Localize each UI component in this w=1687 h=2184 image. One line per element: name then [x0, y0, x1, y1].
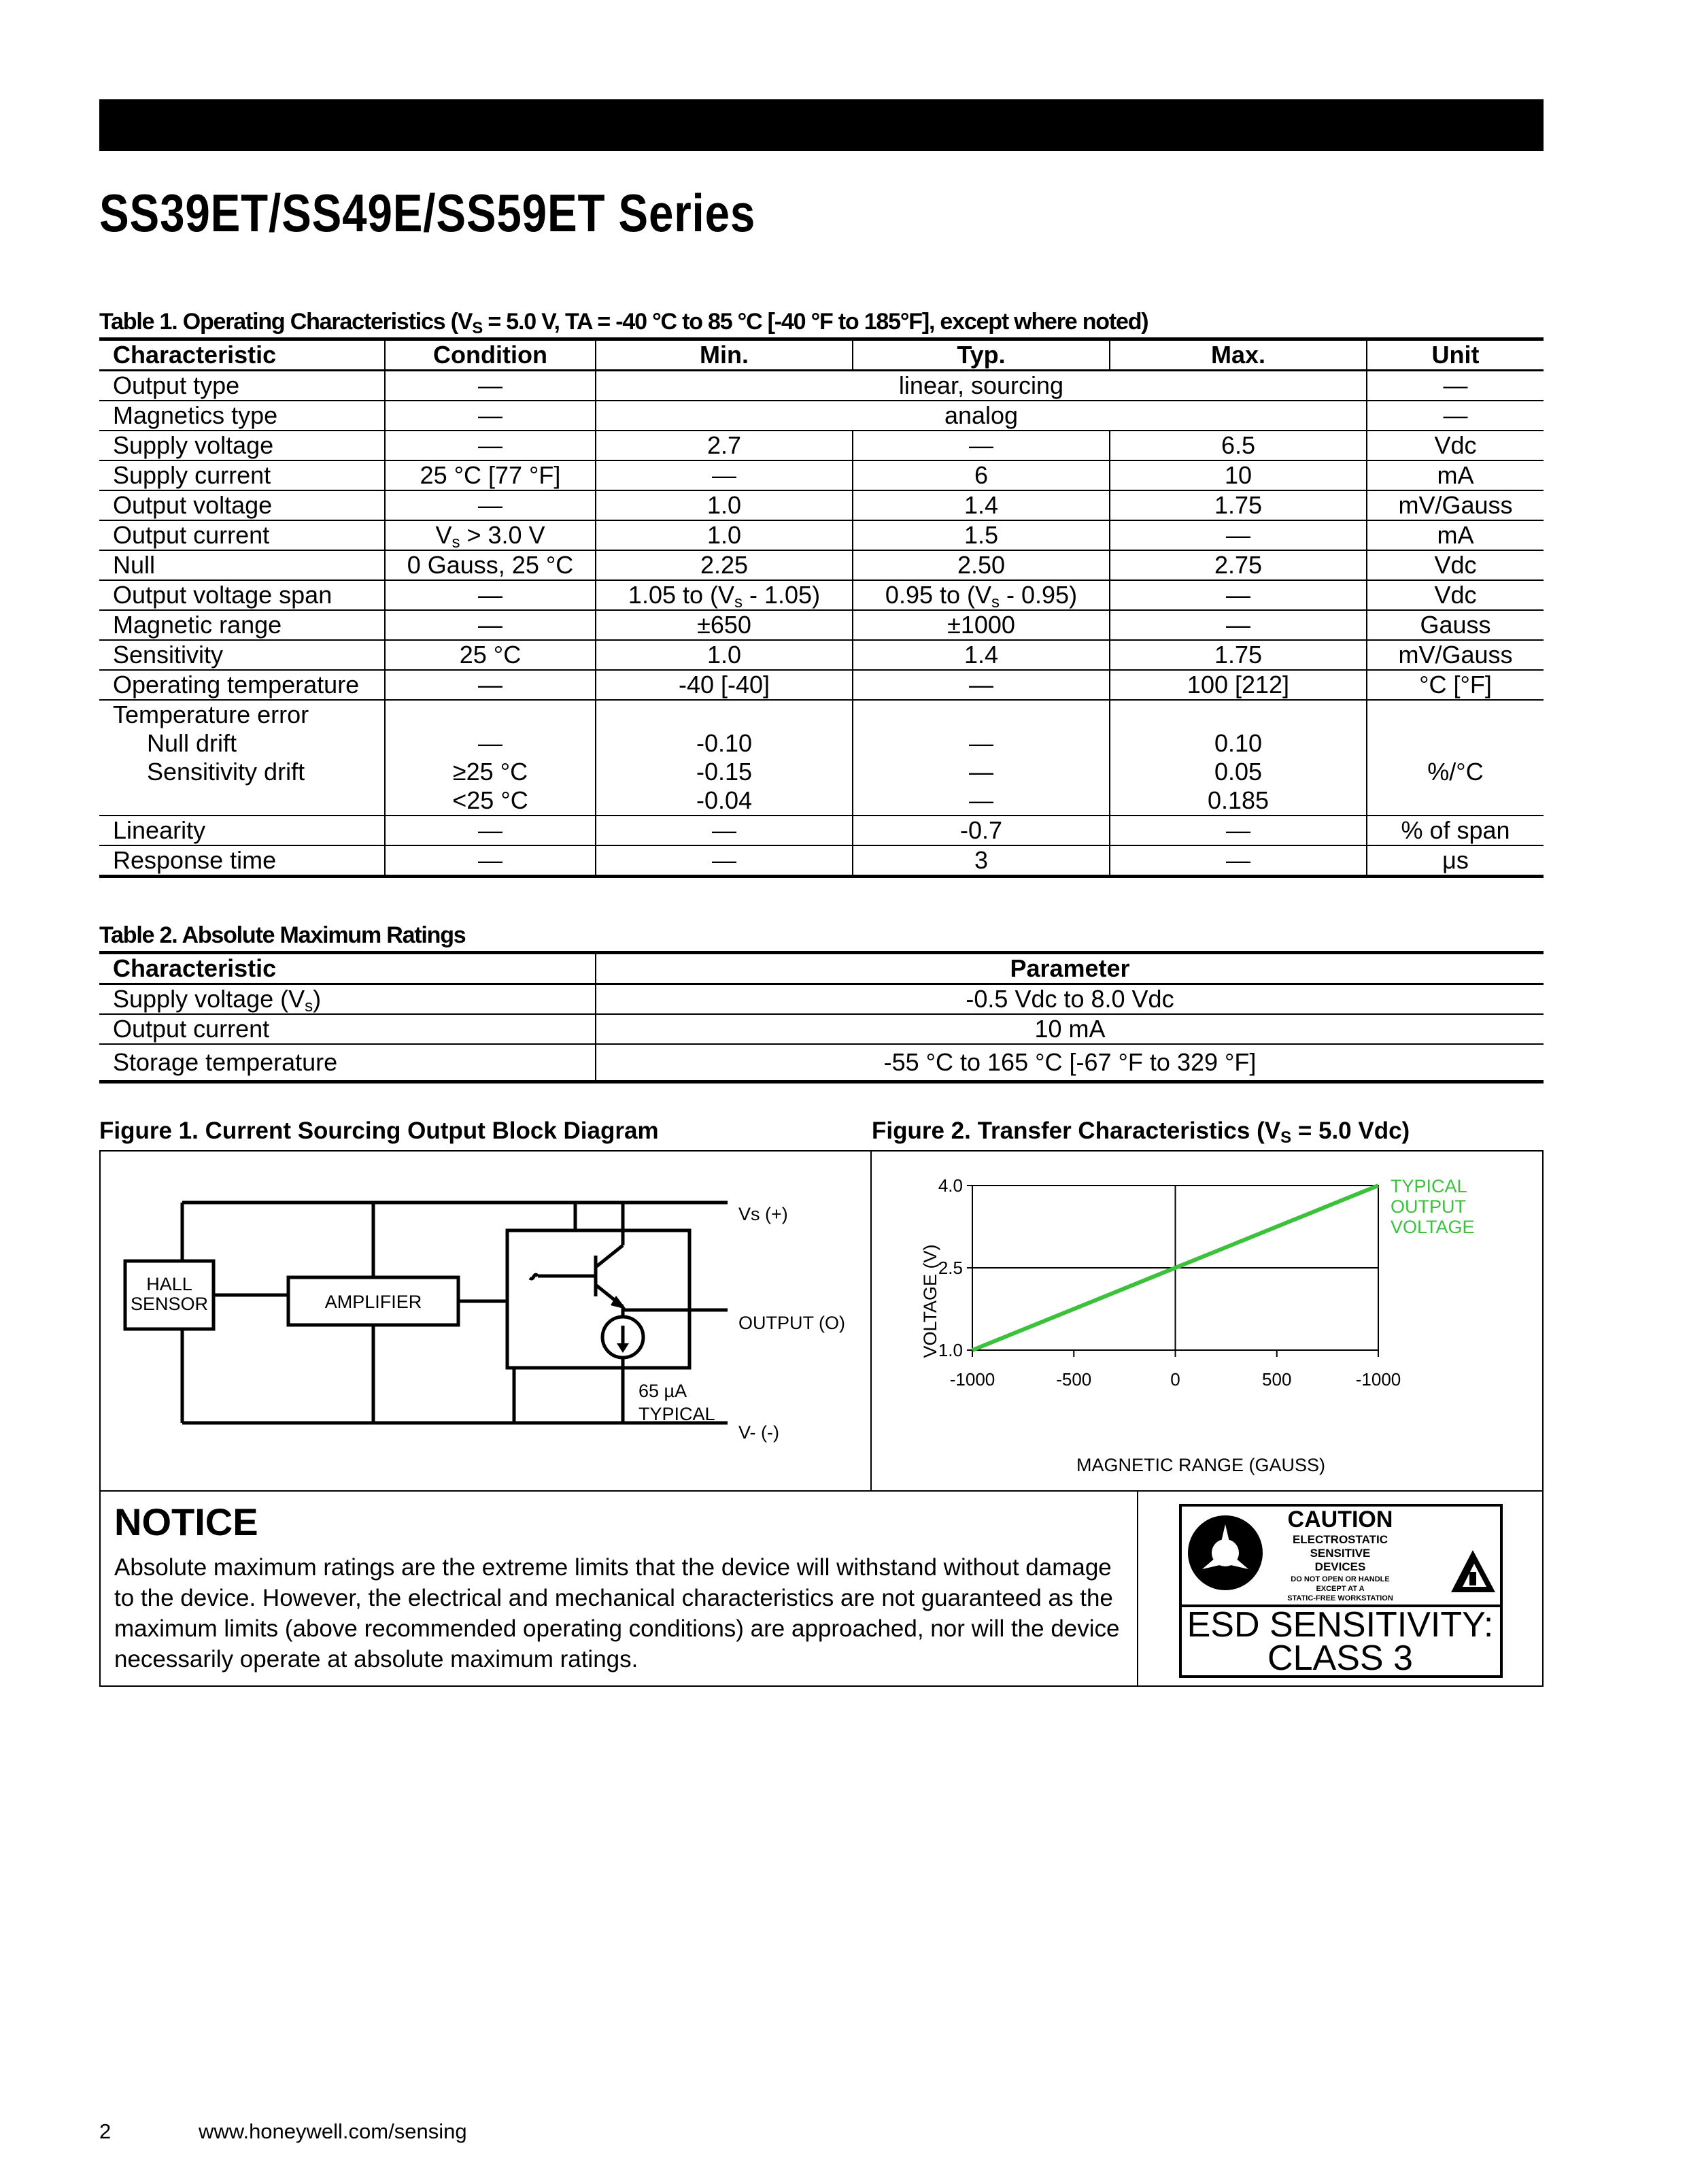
temp-typ-value: — [969, 786, 993, 814]
esd-class-text: CLASS 3 [1267, 1639, 1413, 1678]
cell-unit: °C [°F] [1367, 670, 1544, 700]
cell-merged-value: linear, sourcing [596, 371, 1367, 401]
series-label: VOLTAGE [1391, 1217, 1475, 1237]
esd-line: ELECTROSTATIC [1292, 1533, 1388, 1546]
cell-condition: — [385, 371, 596, 401]
cell-max: 1.75 [1110, 640, 1367, 670]
cell-max: — [1110, 520, 1367, 550]
cell-unit: mA [1367, 520, 1544, 550]
table-row [99, 401, 1544, 431]
cell-characteristic: Supply voltage $(V_s)$ [99, 984, 596, 1015]
series-label: OUTPUT [1391, 1196, 1466, 1217]
notice-text: Absolute maximum ratings are the extreme limits that the device will withstand without damage to the device. However, the electrical and mechanical characteristics are not guaranteed as the maximum limits (above recommended operating conditions) are approached, nor will the device necessarily operate at absolute maximum ratings. [114, 1554, 1120, 1673]
cell-max: — [1110, 816, 1367, 845]
cell-max: 10 [1110, 460, 1367, 490]
y-tick-label: 4.0 [938, 1175, 963, 1196]
cell-characteristic: Supply voltage [99, 431, 385, 460]
cell-characteristic: Storage temperature [99, 1044, 596, 1082]
x-tick-label: 500 [1262, 1369, 1292, 1390]
cell-unit: Vdc [1367, 431, 1544, 460]
temp-min-value: -0.10 [696, 729, 753, 757]
cell-min: 1.0 [596, 490, 853, 520]
x-tick-label: 0 [1170, 1369, 1180, 1390]
cell-unit: mV/Gauss [1367, 490, 1544, 520]
cell-characteristic: Operating temperature [99, 670, 385, 700]
esd-symbol-icon [1188, 1515, 1263, 1590]
esd-line: DEVICES [1314, 1560, 1366, 1573]
header-bar [99, 99, 1544, 151]
cell-max [1110, 700, 1367, 816]
output-stage-box [507, 1230, 689, 1368]
cell-characteristic: Magnetics type [99, 401, 385, 431]
transfer-characteristics-chart [872, 1150, 1542, 1490]
cell-characteristic: Output voltage [99, 490, 385, 520]
temp-max-value: 0.10 [1214, 729, 1263, 757]
cell-min: 1.0 [596, 520, 853, 550]
page-number: 2 [99, 2119, 112, 2143]
table-row [99, 431, 1544, 460]
cell-unit: mV/Gauss [1367, 640, 1544, 670]
table-row [99, 550, 1544, 580]
col-header-unit: Unit [1367, 339, 1544, 371]
cell-condition: — [385, 401, 596, 431]
cell-characteristic: Magnetic range [99, 610, 385, 640]
col-header-characteristic: Characteristic [99, 339, 385, 371]
absolute-maximum-ratings-table [99, 951, 1544, 1083]
cell-characteristic: Response time [99, 845, 385, 877]
figure2-caption: Figure 2. Transfer Characteristics ($V_S = 5.0$ Vdc) [872, 1118, 1410, 1147]
notice-title: NOTICE [114, 1500, 258, 1543]
cell-min: 1.0 [596, 640, 853, 670]
table-row [99, 1044, 1544, 1082]
cell-typ: 1.4 [853, 640, 1110, 670]
cell-condition: $V_s > 3.0$ V [385, 520, 596, 550]
cell-typ: — [853, 670, 1110, 700]
cell-unit: mA [1367, 460, 1544, 490]
cell-min: — [596, 845, 853, 877]
cell-condition: — [385, 610, 596, 640]
cell-condition [385, 700, 596, 816]
hall-label-1: HALL [146, 1274, 192, 1294]
col-header-min: Min. [596, 339, 853, 371]
amplifier-label: AMPLIFIER [324, 1292, 422, 1312]
table-row [99, 580, 1544, 610]
esd-line: SENSITIVE [1310, 1547, 1371, 1560]
col-header-characteristic: Characteristic [99, 953, 596, 984]
cell-min: 1.05 to $(V_s - 1.05)$ [596, 580, 853, 610]
series-label: TYPICAL [1391, 1176, 1467, 1196]
figure1-caption: Figure 1. Current Sourcing Output Block Diagram [99, 1118, 659, 1144]
cell-condition: 0 Gauss, 25 °C [385, 550, 596, 580]
cell-parameter: -55 °C to 165 °C [-67 °F to 329 °F] [596, 1044, 1544, 1082]
esd-line: EXCEPT AT A [1316, 1585, 1365, 1593]
x-tick-label: -500 [1056, 1369, 1092, 1390]
cell-condition: — [385, 580, 596, 610]
y-axis-label: VOLTAGE (V) [920, 1244, 940, 1358]
cell-condition: — [385, 431, 596, 460]
cell-max: — [1110, 580, 1367, 610]
footer-url: www.honeywell.com/sensing [199, 2119, 467, 2143]
cell-characteristic [99, 700, 385, 816]
cell-typ: 0.95 to $(V_s - 0.95)$ [853, 580, 1110, 610]
cell-characteristic: Null [99, 550, 385, 580]
hall-label-2: SENSOR [130, 1294, 209, 1314]
cell-typ: 1.5 [853, 520, 1110, 550]
temp-typ-value: — [969, 758, 993, 786]
cell-unit: μs [1367, 845, 1544, 877]
cell-unit: — [1367, 371, 1544, 401]
block-diagram [99, 1150, 870, 1492]
cell-unit: — [1367, 401, 1544, 431]
cell-min [596, 700, 853, 816]
temp-cond-value: — [478, 729, 502, 757]
cell-characteristic: Sensitivity [99, 640, 385, 670]
cell-typ: 1.4 [853, 490, 1110, 520]
cell-unit [1367, 700, 1544, 816]
temp-min-value: -0.04 [696, 786, 753, 814]
cell-condition: — [385, 670, 596, 700]
table-row [99, 670, 1544, 700]
cell-typ: 2.50 [853, 550, 1110, 580]
cell-unit: Vdc [1367, 550, 1544, 580]
cell-max: 6.5 [1110, 431, 1367, 460]
vminus-label: V- (-) [738, 1422, 779, 1443]
temp-max-value: 0.05 [1214, 758, 1263, 786]
cell-condition: 25 °C [385, 640, 596, 670]
cell-min: ±650 [596, 610, 853, 640]
temp-error-label: Temperature error [113, 701, 309, 728]
temp-min-value: -0.15 [696, 758, 753, 786]
page-title: SS39ET/SS49E/SS59ET Series [99, 183, 756, 243]
cell-min: -40 [-40] [596, 670, 853, 700]
table-row [99, 640, 1544, 670]
cell-condition: 25 °C [77 °F] [385, 460, 596, 490]
table-row [99, 520, 1544, 550]
cell-max: 100 [212] [1110, 670, 1367, 700]
cell-parameter: 10 mA [596, 1014, 1544, 1044]
cell-typ: 3 [853, 845, 1110, 877]
cell-characteristic: Supply current [99, 460, 385, 490]
cell-unit: % of span [1367, 816, 1544, 845]
y-tick-label: 1.0 [938, 1340, 963, 1360]
table-header-row [99, 953, 1544, 984]
notice-divider [1137, 1492, 1138, 1687]
temp-max-value: 0.185 [1207, 786, 1269, 814]
col-header-typ: Typ. [853, 339, 1110, 371]
col-header-max: Max. [1110, 339, 1367, 371]
cell-characteristic: Output current [99, 1014, 596, 1044]
cell-max: 1.75 [1110, 490, 1367, 520]
current-label-2: TYPICAL [638, 1404, 715, 1424]
operating-characteristics-table [99, 337, 1544, 878]
esd-line: DO NOT OPEN OR HANDLE [1291, 1575, 1390, 1583]
cell-characteristic: Output type [99, 371, 385, 401]
table2-caption: Table 2. Absolute Maximum Ratings [99, 922, 466, 948]
col-header-parameter: Parameter [596, 953, 1544, 984]
cell-typ: 6 [853, 460, 1110, 490]
table-row [99, 490, 1544, 520]
x-tick-label: -1000 [949, 1369, 995, 1390]
vs-label: Vs (+) [738, 1204, 788, 1224]
cell-typ [853, 700, 1110, 816]
cell-condition: — [385, 816, 596, 845]
table1-caption: Table 1. Operating Characteristics ($V_S = 5.0$ V, TA = -40 °C to 85 °C [-40 °F to 185°F], except where noted) [99, 309, 1148, 337]
output-label: OUTPUT (O) [738, 1313, 845, 1333]
cell-max: — [1110, 845, 1367, 877]
esd-caution-label [1179, 1504, 1503, 1678]
cell-merged-value: analog [596, 401, 1367, 431]
x-tick-label: -1000 [1355, 1369, 1401, 1390]
cell-parameter: -0.5 Vdc to 8.0 Vdc [596, 984, 1544, 1015]
col-header-condition: Condition [385, 339, 596, 371]
cell-min: 2.7 [596, 431, 853, 460]
temp-typ-value: — [969, 729, 993, 757]
esd-caution-text: CAUTION [1287, 1507, 1393, 1532]
table-row-temperature-error [99, 700, 1544, 816]
table-row [99, 816, 1544, 845]
esd-sensitivity-text: ESD SENSITIVITY: [1187, 1605, 1494, 1645]
table-row [99, 984, 1544, 1015]
cell-condition: — [385, 490, 596, 520]
cell-typ: ±1000 [853, 610, 1110, 640]
table-row [99, 371, 1544, 401]
table-row [99, 1014, 1544, 1044]
cell-typ: — [853, 431, 1110, 460]
current-label-1: 65 µA [638, 1381, 687, 1401]
temp-unit-value: %/°C [1427, 758, 1484, 786]
cell-condition: — [385, 845, 596, 877]
cell-unit: Gauss [1367, 610, 1544, 640]
table-header-row [99, 339, 1544, 371]
cell-max: — [1110, 610, 1367, 640]
esd-line: STATIC-FREE WORKSTATION [1287, 1594, 1393, 1602]
cell-min: — [596, 816, 853, 845]
cell-min: 2.25 [596, 550, 853, 580]
table-row [99, 610, 1544, 640]
cell-characteristic: Output voltage span [99, 580, 385, 610]
table-row [99, 460, 1544, 490]
cell-min: — [596, 460, 853, 490]
temp-cond-value: <25 °C [452, 786, 528, 814]
null-drift-label: Null drift [147, 729, 237, 757]
cell-unit: Vdc [1367, 580, 1544, 610]
cell-typ: -0.7 [853, 816, 1110, 845]
cell-characteristic: Output current [99, 520, 385, 550]
x-axis-label: MAGNETIC RANGE (GAUSS) [1076, 1455, 1326, 1475]
table-row [99, 845, 1544, 877]
cell-max: 2.75 [1110, 550, 1367, 580]
y-tick-label: 2.5 [938, 1258, 963, 1278]
cell-characteristic: Linearity [99, 816, 385, 845]
sensitivity-drift-label: Sensitivity drift [147, 758, 305, 786]
temp-cond-value: ≥25 °C [452, 758, 528, 786]
